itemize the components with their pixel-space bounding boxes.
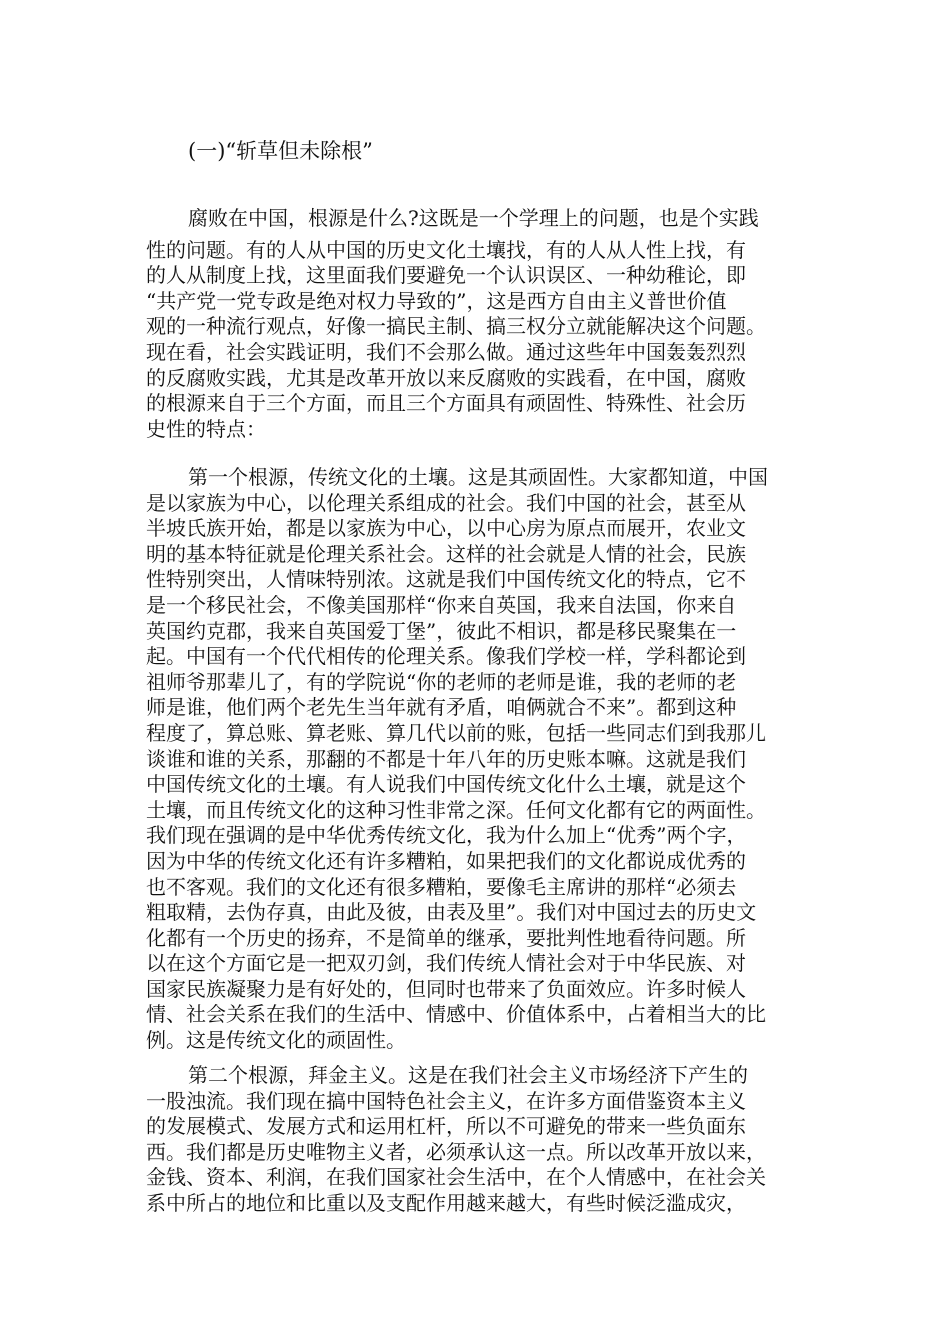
paragraph-line: 第二个根源，拜金主义。这是在我们社会主义市场经济下产生的: [188, 1063, 748, 1087]
paragraph-line: 腐败在中国，根源是什么?这既是一个学理上的问题，也是个实践: [188, 206, 759, 230]
paragraph-line: 史性的特点：: [146, 416, 266, 441]
paragraph-line: 例。这是传统文化的顽固性。: [146, 1028, 406, 1053]
paragraph-line: 半坡氏族开始，都是以家族为中心，以中心房为原点而展开，农业文: [146, 516, 746, 541]
paragraph-line: 现在看，社会实践证明，我们不会那么做。通过这些年中国轰轰烈烈: [146, 339, 746, 364]
paragraph-line: 的根源来自于三个方面，而且三个方面具有顽固性、特殊性、社会历: [146, 391, 746, 416]
paragraph-line: 粗取精，去伪存真，由此及彼，由表及里”。我们对中国过去的历史文: [146, 900, 757, 925]
paragraph-line: 中国传统文化的土壤。有人说我们中国传统文化什么土壤，就是这个: [146, 772, 746, 797]
paragraph-money-worship: [146, 1063, 806, 1217]
paragraph-line: 师是谁，他们两个老先生当年就有矛盾，咱俩就合不来”。都到这种: [146, 695, 737, 720]
paragraph-line: 观的一种流行观点，好像一搞民主制、搞三权分立就能解决这个问题。: [146, 314, 766, 339]
paragraph-traditional-culture: [146, 465, 806, 1054]
paragraph-line: 国家民族凝聚力是有好处的，但同时也带来了负面效应。许多时候人: [146, 976, 746, 1001]
paragraph-line: 起。中国有一个代代相传的伦理关系。像我们学校一样，学科都论到: [146, 644, 746, 669]
paragraph-line: 也不客观。我们的文化还有很多糟粕，要像毛主席讲的那样“必须去: [146, 874, 737, 899]
paragraph-line: 以在这个方面它是一把双刃剑，我们传统人情社会对于中华民族、对: [146, 951, 746, 976]
paragraph-line: 一股浊流。我们现在搞中国特色社会主义，在许多方面借鉴资本主义: [146, 1088, 746, 1113]
paragraph-line: “共产党一党专政是绝对权力导致的”，这是西方自由主义普世价值: [146, 288, 727, 313]
paragraph-line: 谈谁和谁的关系，那翻的不都是十年八年的历史账本嘛。这就是我们: [146, 746, 746, 771]
paragraph-line: 第一个根源，传统文化的土壤。这是其顽固性。大家都知道，中国: [188, 465, 768, 489]
paragraph-line: 祖师爷那辈儿了，有的学院说“你的老师的老师是谁，我的老师的老: [146, 669, 737, 694]
paragraph-line: 英国约克郡，我来自英国爱丁堡”，彼此不相识，都是移民聚集在一: [146, 618, 737, 643]
paragraph-root-causes-intro: [146, 206, 806, 442]
paragraph-line: 金钱、资本、利润，在我们国家社会生活中，在个人情感中，在社会关: [146, 1165, 766, 1190]
paragraph-line: 是以家族为中心，以伦理关系组成的社会。我们中国的社会，甚至从: [146, 490, 746, 515]
paragraph-line: 我们现在强调的是中华优秀传统文化，我为什么加上“优秀”两个字，: [146, 823, 747, 848]
paragraph-line: 是一个移民社会，不像美国那样“你来自英国，我来自法国，你来自: [146, 592, 737, 617]
paragraph-line: 性特别突出，人情味特别浓。这就是我们中国传统文化的特点，它不: [146, 567, 746, 592]
paragraph-line: 土壤，而且传统文化的这种习性非常之深。任何文化都有它的两面性。: [146, 797, 766, 822]
paragraph-line: 明的基本特征就是伦理关系社会。这样的社会就是人情的社会，民族: [146, 541, 746, 566]
paragraph-line: 的发展模式、发展方式和运用杠杆，所以不可避免的带来一些负面东: [146, 1114, 746, 1139]
paragraph-line: 程度了，算总账、算老账、算几代以前的账，包括一些同志们到我那儿: [146, 720, 766, 745]
paragraph-line: 西。我们都是历史唯物主义者，必须承认这一点。所以改革开放以来，: [146, 1139, 766, 1164]
paragraph-line: 性的问题。有的人从中国的历史文化土壤找，有的人从人性上找，有: [146, 237, 746, 262]
section-heading: (一)“斩草但未除根”: [188, 139, 373, 163]
paragraph-line: 的反腐败实践，尤其是改革开放以来反腐败的实践看，在中国，腐败: [146, 365, 746, 390]
paragraph-line: 的人从制度上找，这里面我们要避免一个认识误区、一种幼稚论，即: [146, 263, 746, 288]
paragraph-line: 因为中华的传统文化还有许多糟粕，如果把我们的文化都说成优秀的: [146, 848, 746, 873]
paragraph-line: 情、社会关系在我们的生活中、情感中、价值体系中，占着相当大的比: [146, 1002, 766, 1027]
paragraph-line: 化都有一个历史的扬弃，不是简单的继承，要批判性地看待问题。所: [146, 925, 746, 950]
paragraph-line: 系中所占的地位和比重以及支配作用越来越大，有些时候泛滥成灾，: [146, 1190, 746, 1215]
